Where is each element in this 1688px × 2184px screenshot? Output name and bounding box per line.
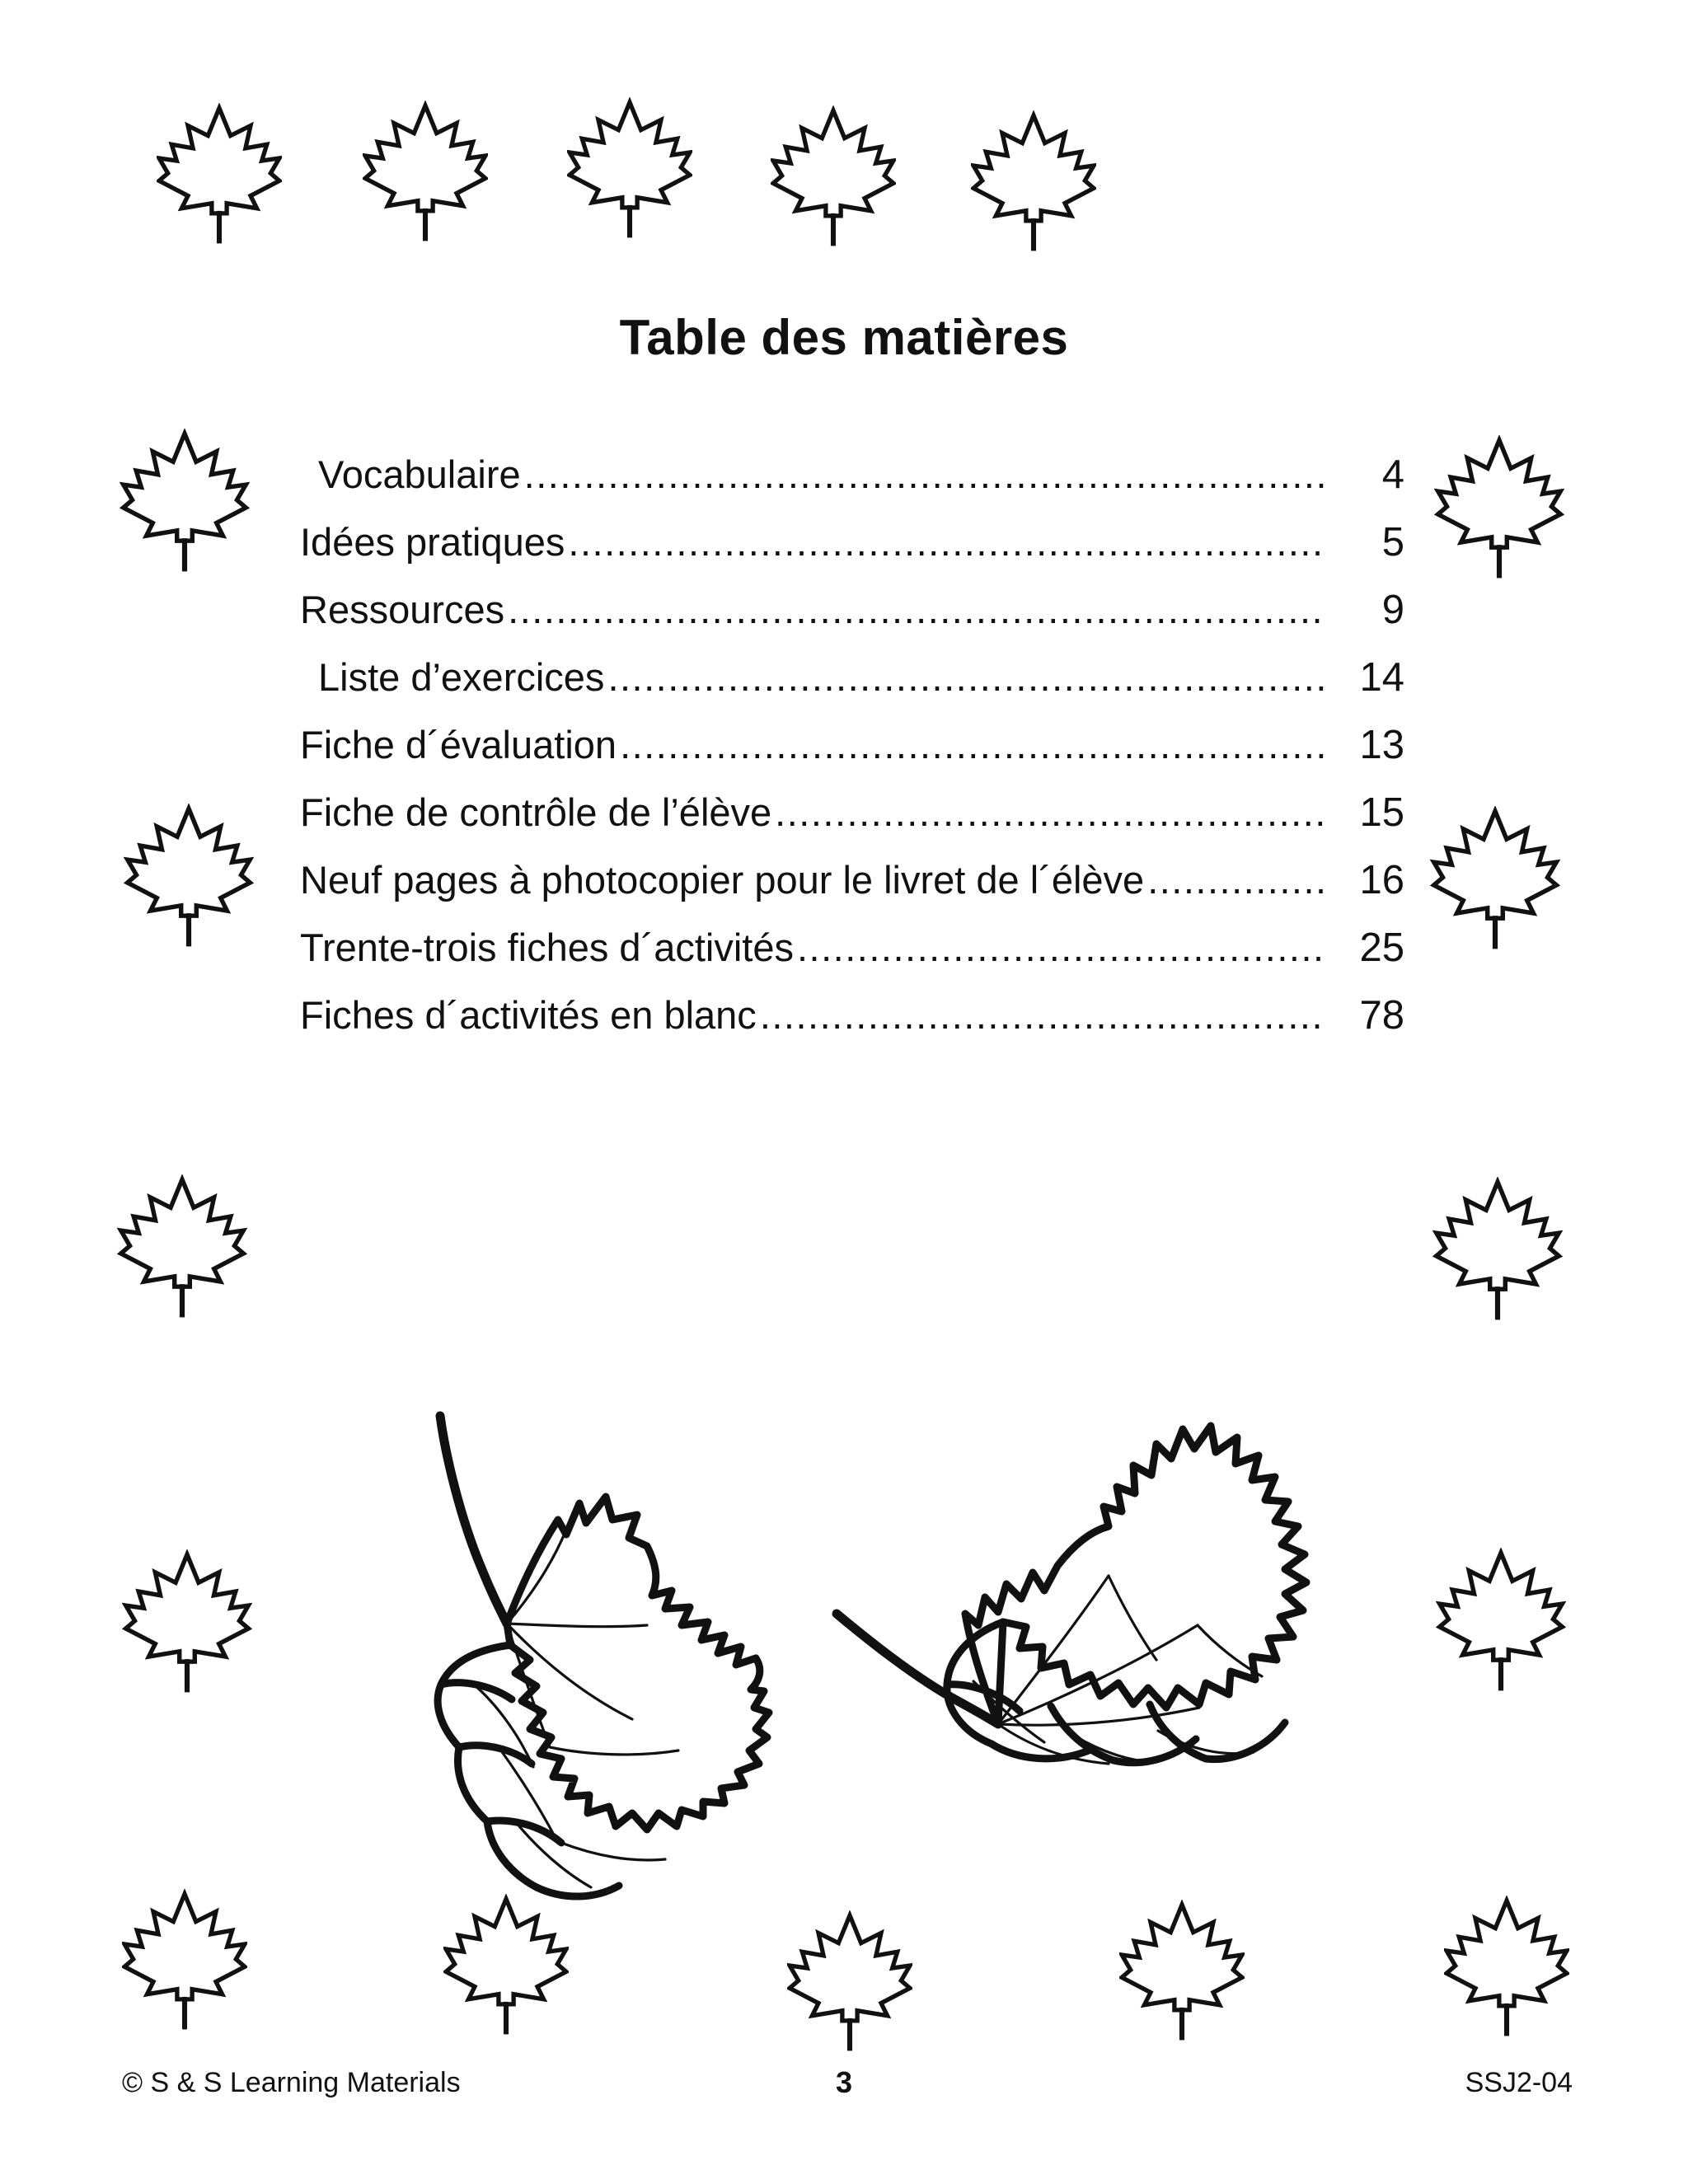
toc-entry[interactable] — [300, 790, 1404, 857]
toc-leader-dots — [797, 928, 1324, 967]
toc-entry-label: Trente-trois fiches d´activités — [300, 926, 794, 969]
toc-entry-label: Fiche de contrôle de l’élève — [300, 790, 772, 834]
maple-leaf-icon — [1444, 1896, 1569, 2040]
maple-leaf-icon — [157, 103, 282, 247]
toc-entry-page-number: 16 — [1359, 858, 1404, 902]
toc-leader-dots — [607, 658, 1324, 696]
toc-entry-label: Fiches d´activités en blanc — [300, 993, 757, 1037]
toc-entry-page-number: 9 — [1381, 588, 1404, 632]
toc-leader-dots — [1147, 860, 1324, 899]
toc-entry-label: Idées pratiques — [300, 520, 565, 564]
toc-entry[interactable] — [300, 925, 1404, 992]
toc-leader-dots — [524, 455, 1324, 494]
toc-entry-label: Fiche d´évaluation — [300, 723, 617, 766]
toc-leader-dots — [568, 523, 1324, 561]
maple-leaf-icon — [122, 1549, 252, 1696]
toc-entry[interactable] — [300, 452, 1404, 519]
maple-leaf-icon — [1119, 1900, 1245, 2044]
maple-leaf-icon — [787, 1910, 912, 2055]
toc-entry-label: Liste d’exercices — [318, 655, 605, 699]
toc-entry-page-number: 5 — [1381, 520, 1404, 565]
toc-entry-page-number: 4 — [1381, 452, 1404, 497]
toc-entry-page-number: 78 — [1359, 993, 1404, 1038]
maple-leaf-icon — [443, 1894, 569, 2038]
autumn-leaves-illustration — [375, 1319, 1414, 1904]
toc-entry-page-number: 15 — [1359, 790, 1404, 835]
toc-entry-page-number: 14 — [1359, 655, 1404, 700]
toc-entry-label: Ressources — [300, 588, 505, 631]
toc-entry[interactable] — [300, 992, 1404, 1060]
maple-leaf-icon — [567, 97, 692, 241]
maple-leaf-icon — [971, 110, 1096, 255]
footer-product-code: SSJ2-04 — [1465, 2067, 1573, 2098]
maple-leaf-icon — [771, 105, 896, 250]
toc-entry[interactable] — [300, 857, 1404, 925]
maple-leaf-icon — [1432, 1177, 1563, 1324]
toc-entry[interactable] — [300, 587, 1404, 654]
maple-leaf-icon — [363, 101, 488, 245]
maple-leaf-icon — [117, 1174, 247, 1321]
maple-leaf-icon — [120, 429, 250, 575]
maple-leaf-icon — [122, 1889, 247, 2033]
toc-entry[interactable] — [300, 519, 1404, 587]
footer-copyright: © S & S Learning Materials — [122, 2067, 461, 2098]
toc-leader-dots — [620, 725, 1324, 764]
toc-entry-page-number: 13 — [1359, 723, 1404, 767]
toc-entry-page-number: 25 — [1359, 926, 1404, 970]
maple-leaf-icon — [1434, 435, 1564, 582]
footer-page-number: 3 — [835, 2065, 853, 2099]
toc-leader-dots — [508, 590, 1324, 629]
toc-entry-label: Neuf pages à photocopier pour le livret de l´élève — [300, 858, 1145, 902]
page-title: Table des matières — [619, 310, 1069, 365]
toc-entry-label: Vocabulaire — [318, 452, 521, 496]
toc-entry[interactable] — [300, 722, 1404, 790]
maple-leaf-icon — [1430, 806, 1560, 953]
maple-leaf-icon — [1436, 1548, 1566, 1694]
toc-entry[interactable] — [300, 654, 1404, 722]
toc-leader-dots — [775, 793, 1324, 832]
toc-leader-dots — [760, 996, 1324, 1034]
maple-leaf-icon — [124, 804, 254, 950]
table-of-contents — [300, 452, 1404, 1060]
